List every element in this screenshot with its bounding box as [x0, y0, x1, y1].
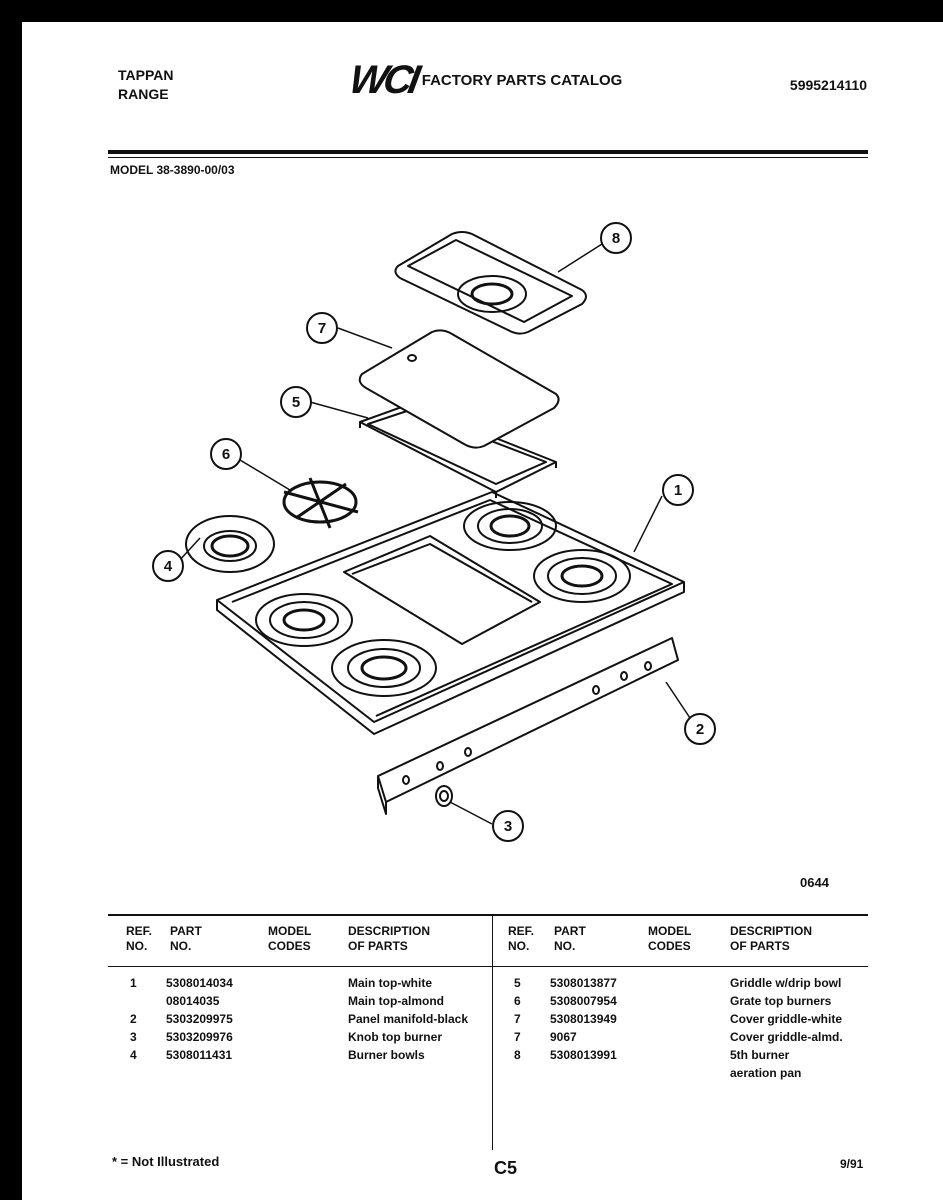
table-row: 7 5308013949 Cover griddle-white — [514, 1012, 843, 1026]
header-part-no-right: PART NO. — [554, 924, 586, 953]
svg-text:6: 6 — [221, 446, 231, 463]
callout-3 — [493, 811, 523, 841]
header-ref-no-right: REF. NO. — [508, 924, 535, 953]
parts-list-left — [130, 974, 490, 1064]
svg-text:3: 3 — [503, 818, 513, 835]
table-header-rule — [108, 966, 868, 967]
product-type: RANGE — [118, 86, 169, 102]
knob-part — [436, 786, 452, 806]
table-row: 8 5308013991 5th burner — [514, 1048, 790, 1062]
callout-5 — [281, 387, 311, 417]
callout-4 — [153, 551, 183, 581]
svg-text:8: 8 — [611, 230, 621, 247]
footnote: * = Not Illustrated — [112, 1154, 220, 1169]
aeration-pan-part — [395, 232, 586, 334]
table-row: aeration pan — [730, 1066, 802, 1080]
callout-7 — [307, 313, 337, 343]
wci-logo: WCI — [346, 58, 420, 102]
svg-text:5: 5 — [291, 394, 301, 411]
callout-8 — [601, 223, 631, 253]
revision-date: 9/91 — [840, 1157, 864, 1171]
page-id: C5 — [494, 1158, 518, 1178]
table-row: 7 9067 Cover griddle-almd. — [514, 1030, 843, 1044]
svg-text:7: 7 — [317, 320, 327, 337]
callout-1 — [663, 475, 693, 505]
table-row: 1 5308014034 Main top-white — [130, 976, 432, 990]
model-number: MODEL 38-3890-00/03 — [110, 163, 235, 177]
catalog-page — [22, 22, 943, 1200]
catalog-title: FACTORY PARTS CATALOG — [421, 71, 623, 89]
burner-bowl-part — [186, 516, 274, 572]
table-row: 5 5308013877 Griddle w/drip bowl — [514, 976, 842, 990]
header-description: DESCRIPTION OF PARTS — [348, 924, 431, 953]
svg-text:4: 4 — [163, 558, 173, 575]
header-ref-no: REF. NO. — [126, 924, 153, 953]
header-model-codes: MODEL CODES — [268, 924, 312, 953]
exploded-parts-diagram — [22, 22, 943, 902]
callout-2 — [685, 714, 715, 744]
table-top-rule — [108, 914, 868, 916]
table-row: 2 5303209975 Panel manifold-black — [130, 1012, 469, 1026]
header-part-no: PART NO. — [170, 924, 202, 953]
table-row: 6 5308007954 Grate top burners — [514, 994, 832, 1008]
main-top-part — [217, 492, 684, 734]
table-row: 08014035 Main top-almond — [166, 994, 444, 1008]
callout-6 — [211, 439, 241, 469]
table-row: 3 5303209976 Knob top burner — [130, 1030, 442, 1044]
catalog-number: 5995214110 — [789, 77, 867, 93]
header-model-codes-right: MODEL CODES — [648, 924, 692, 953]
parts-list-right — [514, 974, 874, 1082]
brand-name: TAPPAN — [118, 67, 174, 83]
table-divider — [492, 914, 493, 1150]
svg-text:1: 1 — [673, 482, 683, 499]
diagram-id: 0644 — [800, 875, 829, 890]
header-description-right: DESCRIPTION OF PARTS — [730, 924, 813, 953]
grate-part — [284, 478, 358, 528]
svg-text:2: 2 — [695, 721, 705, 738]
table-row: 4 5308011431 Burner bowls — [130, 1048, 425, 1062]
